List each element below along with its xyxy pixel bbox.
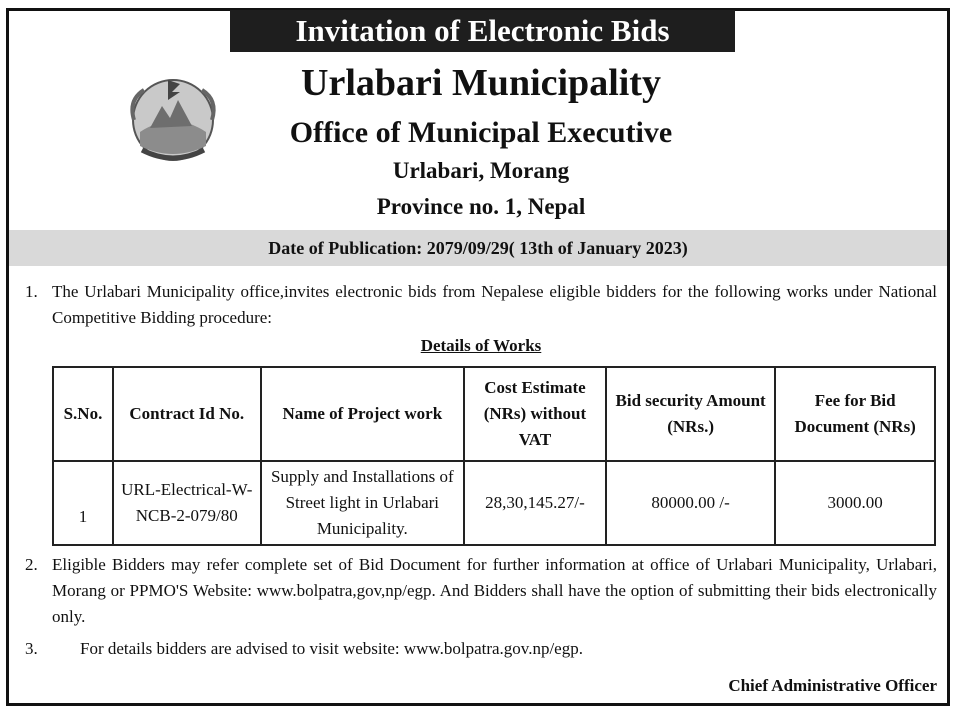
- item-2-text: Eligible Bidders may refer complete set of Bid Document for further information at office of Urlabari Municipality, Urlabari, Morang or PPMO'S Website: www.bolpatra,gov,np/egp. And Bidders shall have the option of submitting their bids electronically only.: [52, 555, 937, 626]
- notice-title-banner: Invitation of Electronic Bids: [230, 10, 735, 52]
- office-name: Office of Municipal Executive: [289, 116, 673, 149]
- table-row: [53, 461, 935, 545]
- works-table: [52, 366, 936, 546]
- details-of-works-title: [0, 336, 962, 356]
- header-cost-estimate: Cost Estimate (NRs) without VAT: [464, 367, 606, 461]
- cell-cost-estimate: 28,30,145.27/-: [464, 461, 606, 545]
- signature-title: Chief Administrative Officer: [728, 676, 937, 695]
- details-of-works-label: Details of Works: [420, 336, 542, 355]
- header-sno: S.No.: [53, 367, 113, 461]
- item-1-text: The Urlabari Municipality office,invites electronic bids from Nepalese eligible bidders for the following works under National Competitive Bidding procedure:: [52, 282, 937, 327]
- item-3-text: For details bidders are advised to visit website: www.bolpatra.gov.np/egp.: [80, 639, 583, 658]
- item-2-number: 2.: [25, 555, 38, 574]
- cell-bid-fee: 3000.00: [775, 461, 935, 545]
- cell-contract-id: URL-Electrical-W-NCB-2-079/80: [113, 461, 261, 545]
- table-header-row: [53, 367, 935, 461]
- cell-sno: 1: [53, 461, 113, 545]
- header-project-name: Name of Project work: [261, 367, 464, 461]
- cell-bid-security: 80000.00 /-: [606, 461, 776, 545]
- header-contract-id: Contract Id No.: [113, 367, 261, 461]
- item-3-number: 3.: [25, 639, 38, 658]
- office-location: Urlabari, Morang: [392, 158, 570, 183]
- publication-date-bar: Date of Publication: 2079/09/29( 13th of January 2023): [9, 230, 947, 266]
- municipality-name: Urlabari Municipality: [301, 62, 661, 104]
- cell-project-name: Supply and Installations of Street light in Urlabari Municipality.: [261, 461, 464, 545]
- item-1-number: 1.: [25, 282, 38, 301]
- header-bid-fee: Fee for Bid Document (NRs): [775, 367, 935, 461]
- office-province: Province no. 1, Nepal: [376, 194, 586, 219]
- header-bid-security: Bid security Amount (NRs.): [606, 367, 776, 461]
